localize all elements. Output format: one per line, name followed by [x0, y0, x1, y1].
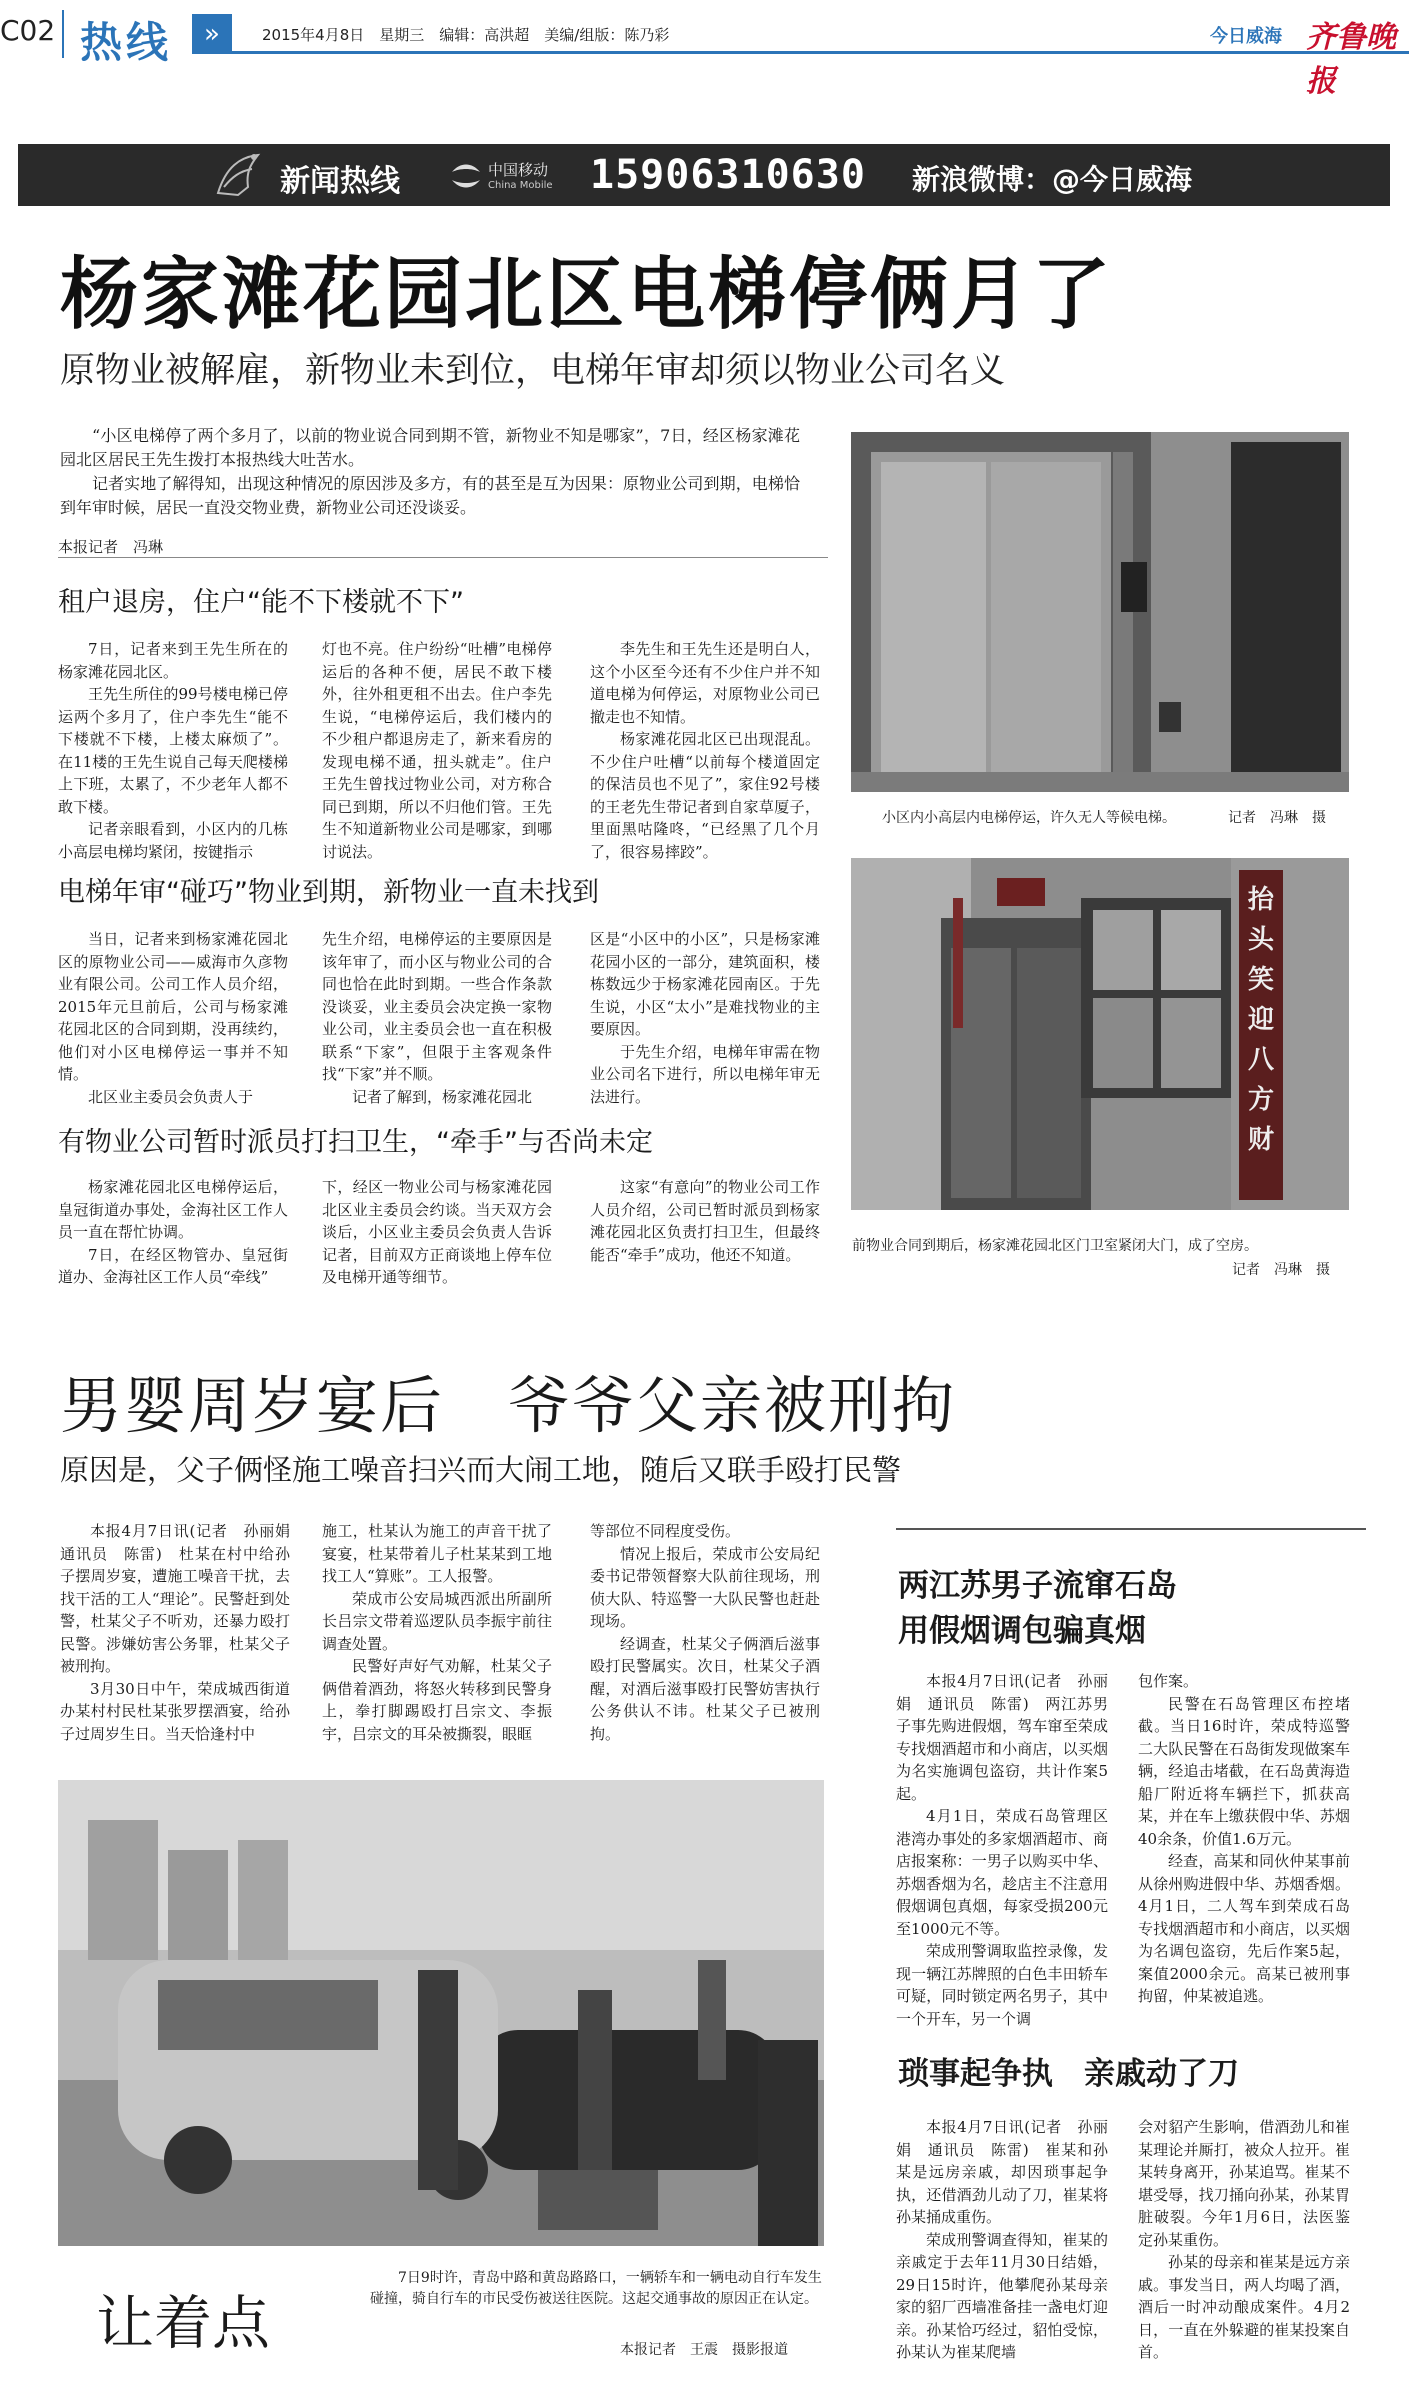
page-number: C02: [0, 14, 56, 47]
story4-col1: 本报4月7日讯(记者 孙丽娟 通讯员 陈雷) 崔某和孙某是远房亲戚，却因琐事起争执，还借酒劲儿动了刀，崔某将孙某捅成重伤。 荣成刑警调查得知，崔某的亲戚定于去年11月30日结婚，29日15时许，他攀爬孙某母亲家的貂厂西墙准备挂一盏电灯迎亲。孙某恰巧经过，貂怕受惊，孙某认为崔某爬墙: [896, 2118, 1108, 2361]
story3-col1: 本报4月7日讯(记者 孙丽娟 通讯员 陈雷) 两江苏男子事先购进假烟，驾车窜至荣成专找烟酒超市和小商店，以买烟为名实施调包盗窃，共计作案5起。 4月1日，荣成石岛管理区港湾办事处的多家烟酒超市、商店报案称：一男子以购买中华、苏烟香烟为名，趁店主不注意用假烟调包真烟，每家受损200元至1000元不等。 荣成刑警调取监控录像，发现一辆江苏牌照的白色丰田轿车可疑，同时锁定两名男子，其中一个开车，另一个调: [896, 1672, 1108, 2028]
carrier-name-en: China Mobile: [488, 180, 553, 191]
story3-headline-line2: 用假烟调包骗真烟: [898, 1613, 1146, 1649]
china-mobile-logo-icon: [448, 158, 484, 194]
story1-section3-col1: 杨家滩花园北区电梯停运后，皇冠街道办事处，金海社区工作人员一直在帮忙协调。 7日，在经区物管办、皇冠街道办、金海社区工作人员“牵线”: [58, 1178, 288, 1286]
hotline-phone: 15906310630: [590, 152, 866, 198]
story1-section3-col2: 下，经区一物业公司与杨家滩花园北区业主委员会约谈。当天双方会谈后，小区业主委员会负责人告诉记者，目前双方正商谈地上停车位及电梯开通等细节。: [322, 1178, 552, 1286]
story2-col2: 施工，杜某认为施工的声音干扰了宴宴，杜某带着儿子杜某某到工地找工人“算账”。工人报警。 荣成市公安局城西派出所副所长吕宗文带着巡逻队员李振宇前往调查处置。 民警好声好气劝解，杜某父子俩借着酒劲，将怒火转移到民警身上，拳打脚踢殴打吕宗文、李振宇，吕宗文的耳朵被撕裂，眼眶: [322, 1522, 552, 1743]
story1-section1-title: 租户退房，住户“能不下楼就不下”: [58, 587, 464, 618]
traffic-photo-credit: 本报记者 王震 摄影报道: [620, 2342, 788, 2358]
section-arrow-icon: »: [192, 14, 232, 54]
section-name: 热线: [80, 18, 173, 67]
story4-headline: 琐事起争执 亲戚动了刀: [898, 2056, 1239, 2092]
masthead-bar: [232, 51, 1409, 54]
edition-name: 今日威海: [1210, 26, 1282, 47]
story3-top-rule: [896, 1528, 1366, 1530]
story1-byline: 本报记者 冯琳: [58, 538, 164, 556]
elevator-photo-caption: 小区内小高层内电梯停运，许久无人等候电梯。: [882, 810, 1176, 826]
story3-col2: 包作案。 民警在石岛管理区布控堵截。当日16时许，荣成特巡警二大队民警在石岛街发现做案车辆，经追击堵截，在石岛黄海造船厂附近将车辆拦下，抓获高某，并在车上缴获假中华、苏烟40余条，价值1.6万元。 经查，高某和同伙仲某事前从徐州购进假中华、苏烟香烟。4月1日，二人驾车到荣成石岛专找烟酒超市和小商店，以买烟为名调包盗窃，先后作案5起，案值2000余元。高某已被刑事拘留，仲某被追逃。: [1138, 1672, 1350, 2005]
story1-subheadline: 原物业被解雇，新物业未到位，电梯年审却须以物业公司名义: [60, 351, 1006, 391]
banner-title: 新闻热线: [280, 164, 400, 199]
brand-logo: 齐鲁晚报: [1306, 20, 1396, 99]
carrier-name: 中国移动: [488, 161, 549, 179]
story4-col2: 会对貂产生影响，借酒劲儿和崔某理论并厮打，被众人拉开。崔某转身离开，孙某追骂。崔某不堪受辱，找刀捅向孙某，孙某胃脏破裂。今年1月6日，法医鉴定孙某重伤。 孙某的母亲和崔某是远方亲戚。事发当日，两人均喝了酒，酒后一时冲动酿成案件。4月2日，一直在外躲避的崔某投案自首。: [1138, 2118, 1350, 2361]
guard-room-photo-credit: 记者 冯琳 摄: [1232, 1262, 1330, 1278]
story1-section1-col3: 李先生和王先生还是明白人，这个小区至今还有不少住户并不知道电梯为何停运，对原物业公司已撤走也不知情。 杨家滩花园北区已出现混乱。不少住户吐槽“以前每个楼道固定的保洁员也不见了”，家住92号楼的王老先生带记者到自家草厦子，里面黑咕隆咚，“已经黑了几个月了，很容易摔跤”。: [590, 640, 820, 861]
story2-headline: 男婴周岁宴后 爷爷父亲被刑拘: [60, 1369, 957, 1442]
guard-room-couplet: 抬头笑迎八方财: [1247, 885, 1274, 1155]
masthead-divider: [62, 10, 64, 58]
masthead-date-info: 2015年4月8日 星期三 编辑：高洪超 美编/组版：陈乃彩: [262, 26, 670, 44]
story3-headline-line1: 两江苏男子流窜石岛: [898, 1568, 1177, 1604]
story1-headline: 杨家滩花园北区电梯停俩月了: [60, 250, 1114, 340]
story1-section2-title: 电梯年审“碰巧”物业到期，新物业一直未找到: [58, 877, 599, 908]
story2-subheadline: 原因是，父子俩怪施工噪音扫兴而大闹工地，随后又联手殴打民警: [60, 1453, 902, 1487]
story2-col1: 本报4月7日讯(记者 孙丽娟 通讯员 陈雷) 杜某在村中给孙子摆周岁宴，遭施工噪音干扰，去找干活的工人“理论”。民警赶到处警，杜某父子不听劝，还暴力殴打民警。涉嫌妨害公务罪，杜某父子被刑拘。 3月30日中午，荣成城西街道办某村村民杜某张罗摆酒宴，给孙子过周岁生日。当天恰逢村中: [60, 1522, 306, 1743]
story1-section2-col1: 当日，记者来到杨家滩花园北区的原物业公司——威海市久彦物业有限公司。公司工作人员介绍，2015年元旦前后，公司与杨家滩花园北区的合同到期，没再续约，他们对小区电梯停运一事并不知情。 北区业主委员会负责人于: [58, 930, 288, 1106]
story2-col3: 等部位不同程度受伤。 情况上报后，荣成市公安局纪委书记带领督察大队前往现场，刑侦大队、特巡警一大队民警也赶赴现场。 经调查，杜某父子俩酒后滋事殴打民警属实。次日，杜某父子酒醒，对酒后滋事殴打民警妨害执行公务供认不讳。杜某父子已被刑拘。: [590, 1522, 820, 1743]
story1-section3-col3: 这家“有意向”的物业公司工作人员介绍，公司已暂时派员到杨家滩花园北区负责打扫卫生，但最终能否“牵手”成功，他还不知道。: [590, 1178, 820, 1264]
elevator-photo: [851, 432, 1349, 792]
elevator-photo-credit: 记者 冯琳 摄: [1228, 810, 1326, 826]
story1-section2-col3: 区是“小区中的小区”，只是杨家滩花园小区的一部分，建筑面积，楼栋数远少于杨家滩花园南区。于先生说，小区“太小”是难找物业的主要原因。 于先生介绍，电梯年审需在物业公司名下进行，所以电梯年审无法进行。: [590, 930, 820, 1106]
story1-section1-col1: 7日，记者来到王先生所在的杨家滩花园北区。 王先生所住的99号楼电梯已停运两个多月了，住户李先生“能不下楼就不下楼，上楼太麻烦了”。在11楼的王先生说自己每天爬楼梯上下班，太累了，不少老年人都不敢下楼。 记者亲眼看到，小区内的几栋小高层电梯均紧闭，按键指示: [58, 640, 288, 861]
story1-lead: “小区电梯停了两个多月了，以前的物业说合同到期不管，新物业不知是哪家”，7日，经区杨家滩花园北区居民王先生拨打本报热线大吐苦水。 记者实地了解得知，出现这种情况的原因涉及多方，有的甚至是互为因果：原物业公司到期，电梯恰到年审时候，居民一直没交物业费，新物业公司还没谈妥。: [60, 426, 800, 517]
story1-section1-col2: 灯也不亮。住户纷纷“吐槽”电梯停运后的各种不便，居民不敢下楼外，往外租更租不出去。住户李先生说，“电梯停运后，我们楼内的不少租户都退房走了，新来看房的发现电梯不通，扭头就走”。住户王先生曾找过物业公司，对方称合同已到期，所以不归他们管。王先生不知道新物业公司是哪家，到哪讨说法。: [322, 640, 552, 861]
story1-section3-title: 有物业公司暂时派员打扫卫生，“牵手”与否尚未定: [58, 1127, 653, 1158]
weibo-handle: 新浪微博：@今日威海: [912, 163, 1193, 196]
traffic-accident-photo: [58, 1780, 824, 2246]
rooster-logo-icon: [210, 147, 266, 203]
story1-rule: [58, 557, 828, 558]
guard-room-photo-caption: 前物业合同到期后，杨家滩花园北区门卫室紧闭大门，成了空房。: [852, 1238, 1258, 1254]
story5-headline: 让着点: [96, 2289, 271, 2357]
story1-section2-col2: 先生介绍，电梯停运的主要原因是该年审了，而小区与物业公司的合同也恰在此时到期。一些合作条款没谈妥，业主委员会决定换一家物业公司，业主委员会也一直在积极联系“下家”，但限于主客观条件找“下家”并不顺。 记者了解到，杨家滩花园北: [322, 930, 552, 1106]
traffic-photo-caption: 7日9时许，青岛中路和黄岛路路口，一辆轿车和一辆电动自行车发生碰撞，骑自行车的市民受伤被送往医院。这起交通事故的原因正在认定。: [370, 2270, 822, 2307]
